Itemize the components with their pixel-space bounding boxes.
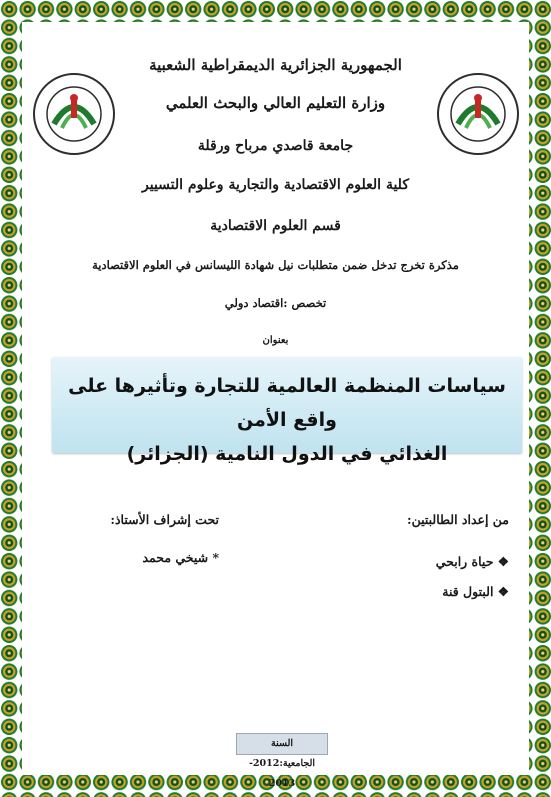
republic-name: الجمهورية الجزائرية الديمقراطية الشعبية: [149, 56, 402, 74]
bullet-icon: ❖: [497, 554, 509, 569]
supervisor-name: * شيخي محمد: [142, 550, 219, 565]
students-label: من إعداد الطالبتين:: [406, 512, 509, 527]
supervisor-label: تحت إشراف الأستاذ:: [110, 512, 219, 527]
thesis-title-line-1: سياسات المنظمة العالمية للتجارة وتأثيرها على واقع الأمن: [68, 375, 506, 431]
student-item: [442, 584, 509, 599]
student-name: البتول قنة: [442, 584, 494, 599]
faculty-name: كلية العلوم الاقتصادية والتجارية وعلوم التسيير: [142, 177, 409, 193]
memo-purpose: مذكرة تخرج تدخل ضمن متطلبات نيل شهادة الليسانس في العلوم الاقتصادية: [92, 258, 459, 272]
student-name: حياة رابحي: [435, 554, 494, 569]
memo-specialty: تخصص :اقتصاد دولي: [224, 296, 327, 310]
university-name: جامعة قاصدي مرباح ورقلة: [197, 138, 354, 154]
academic-year-badge: السنة الجامعية:2012-2013: [236, 733, 328, 755]
thesis-title-box: [52, 357, 522, 465]
department-name: قسم العلوم الاقتصادية: [210, 218, 341, 234]
thesis-title-line-2: الغذائي في الدول النامية (الجزائر): [126, 443, 448, 465]
thesis-title: [52, 369, 522, 471]
student-item: [436, 554, 509, 569]
bullet-icon: ❖: [497, 584, 509, 599]
memo-titled: بعنوان: [262, 335, 289, 346]
ministry-name: وزارة التعليم العالي والبحث العلمي: [165, 94, 386, 112]
cover-page: [24, 24, 527, 789]
